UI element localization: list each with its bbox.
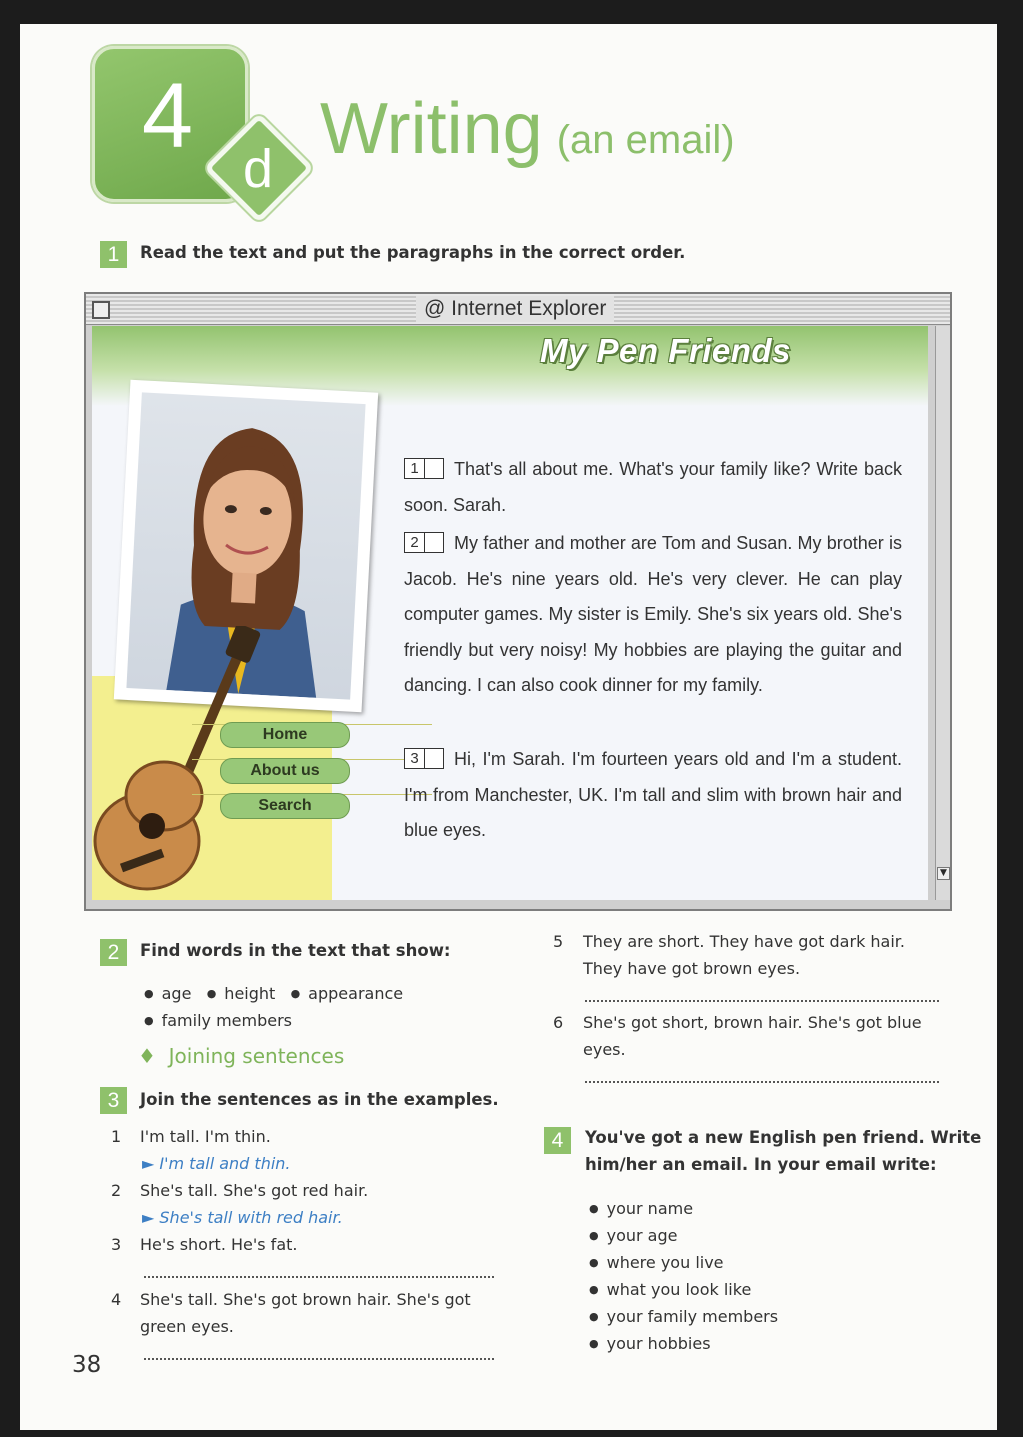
nav-about-button[interactable]: About us — [220, 758, 350, 784]
task2-items-line1 — [144, 980, 403, 1009]
answer-line[interactable] — [144, 1276, 494, 1278]
task3-instruction: Join the sentences as in the examples. — [140, 1090, 499, 1109]
item-number: 6 — [553, 1013, 564, 1032]
task1-instruction: Read the text and put the paragraphs in the correct order. — [140, 243, 686, 262]
paragraph-text: My father and mother are Tom and Susan. My brother is Jacob. He's nine years old. He's very clever. He can play computer games. My sister is Emily. She's six years old. She's friendly but very noisy! My hobbies are playing the guitar and dancing. I can also cook dinner for my family. — [404, 533, 902, 695]
section-heading — [138, 1044, 344, 1068]
paragraph-1 — [404, 452, 902, 523]
task2-item: ● family members — [144, 1011, 292, 1030]
paragraph-2 — [404, 526, 902, 704]
webpage-content — [92, 326, 928, 900]
task2-item: ● height — [207, 984, 276, 1003]
unit-number: 4 — [141, 65, 194, 167]
paragraph-text: Hi, I'm Sarah. I'm fourteen years old and I'm a student. I'm from Manchester, UK. I'm tall and slim with brown hair and blue eyes. — [404, 749, 902, 840]
item-number: 2 — [111, 1181, 122, 1200]
vertical-scrollbar[interactable] — [935, 326, 950, 900]
task2-item: ● appearance — [291, 984, 404, 1003]
task3-number: 3 — [100, 1087, 127, 1114]
close-box-icon[interactable] — [92, 301, 110, 319]
item-number: 4 — [111, 1290, 122, 1309]
task4-instruction-line2: him/her an email. In your email write: — [585, 1155, 937, 1174]
item-text: She's got short, brown hair. She's got blue — [583, 1013, 922, 1032]
task2-item: ● age — [144, 984, 191, 1003]
answer-line[interactable] — [585, 1000, 939, 1002]
item-number: 1 — [111, 1127, 122, 1146]
order-box-number: 1 — [405, 459, 425, 478]
item-text: She's tall. She's got brown hair. She's got — [140, 1290, 471, 1309]
answer-line[interactable] — [144, 1358, 494, 1360]
task4-item: ● what you look like — [589, 1276, 751, 1305]
browser-window — [84, 292, 952, 911]
task4-instruction-line1: You've got a new English pen friend. Write — [585, 1128, 982, 1147]
textbook-page — [20, 24, 997, 1430]
item-text: They are short. They have got dark hair. — [583, 932, 905, 951]
item-number: 3 — [111, 1235, 122, 1254]
order-box[interactable] — [404, 532, 444, 553]
scroll-down-arrow-icon[interactable]: ▼ — [937, 867, 950, 880]
paragraph-text: That's all about me. What's your family like? Write back soon. Sarah. — [404, 459, 902, 515]
browser-title: @ Internet Explorer — [416, 296, 614, 322]
task4-item: ● your hobbies — [589, 1330, 711, 1359]
item-text: They have got brown eyes. — [583, 959, 801, 978]
diamond-icon: ♦ — [138, 1044, 156, 1068]
browser-titlebar — [86, 294, 950, 325]
task4-item: ● your family members — [589, 1303, 778, 1332]
order-box[interactable] — [404, 748, 444, 769]
task4-item: ● your age — [589, 1222, 677, 1251]
item-text: I'm tall. I'm thin. — [140, 1127, 271, 1146]
answer-line[interactable] — [585, 1081, 939, 1083]
task4-item: ● where you live — [589, 1249, 724, 1278]
example-answer: ► I'm tall and thin. — [142, 1154, 291, 1173]
item-text: He's short. He's fat. — [140, 1235, 298, 1254]
title-subtitle: (an email) — [556, 118, 735, 162]
task2-number: 2 — [100, 939, 127, 966]
task4-number: 4 — [544, 1127, 571, 1154]
item-text: She's tall. She's got red hair. — [140, 1181, 369, 1200]
lesson-letter: d — [242, 139, 274, 199]
example-answer: ► She's tall with red hair. — [142, 1208, 343, 1227]
task2-instruction: Find words in the text that show: — [140, 941, 451, 960]
nav-search-button[interactable]: Search — [220, 793, 350, 819]
title-main: Writing — [320, 89, 543, 169]
nav-home-button[interactable]: Home — [220, 722, 350, 748]
paragraph-3 — [404, 742, 902, 849]
page-title — [320, 84, 735, 185]
order-box-number: 3 — [405, 749, 425, 768]
task4-item: ● your name — [589, 1195, 693, 1224]
item-number: 5 — [553, 932, 564, 951]
section-heading-text: Joining sentences — [168, 1044, 345, 1068]
order-box[interactable] — [404, 458, 444, 479]
order-box-number: 2 — [405, 533, 425, 552]
item-text: eyes. — [583, 1040, 626, 1059]
page-number: 38 — [72, 1352, 102, 1378]
task2-items-line2 — [144, 1007, 292, 1036]
item-text: green eyes. — [140, 1317, 234, 1336]
site-title: My Pen Friends — [540, 332, 791, 369]
task1-number: 1 — [100, 241, 127, 268]
